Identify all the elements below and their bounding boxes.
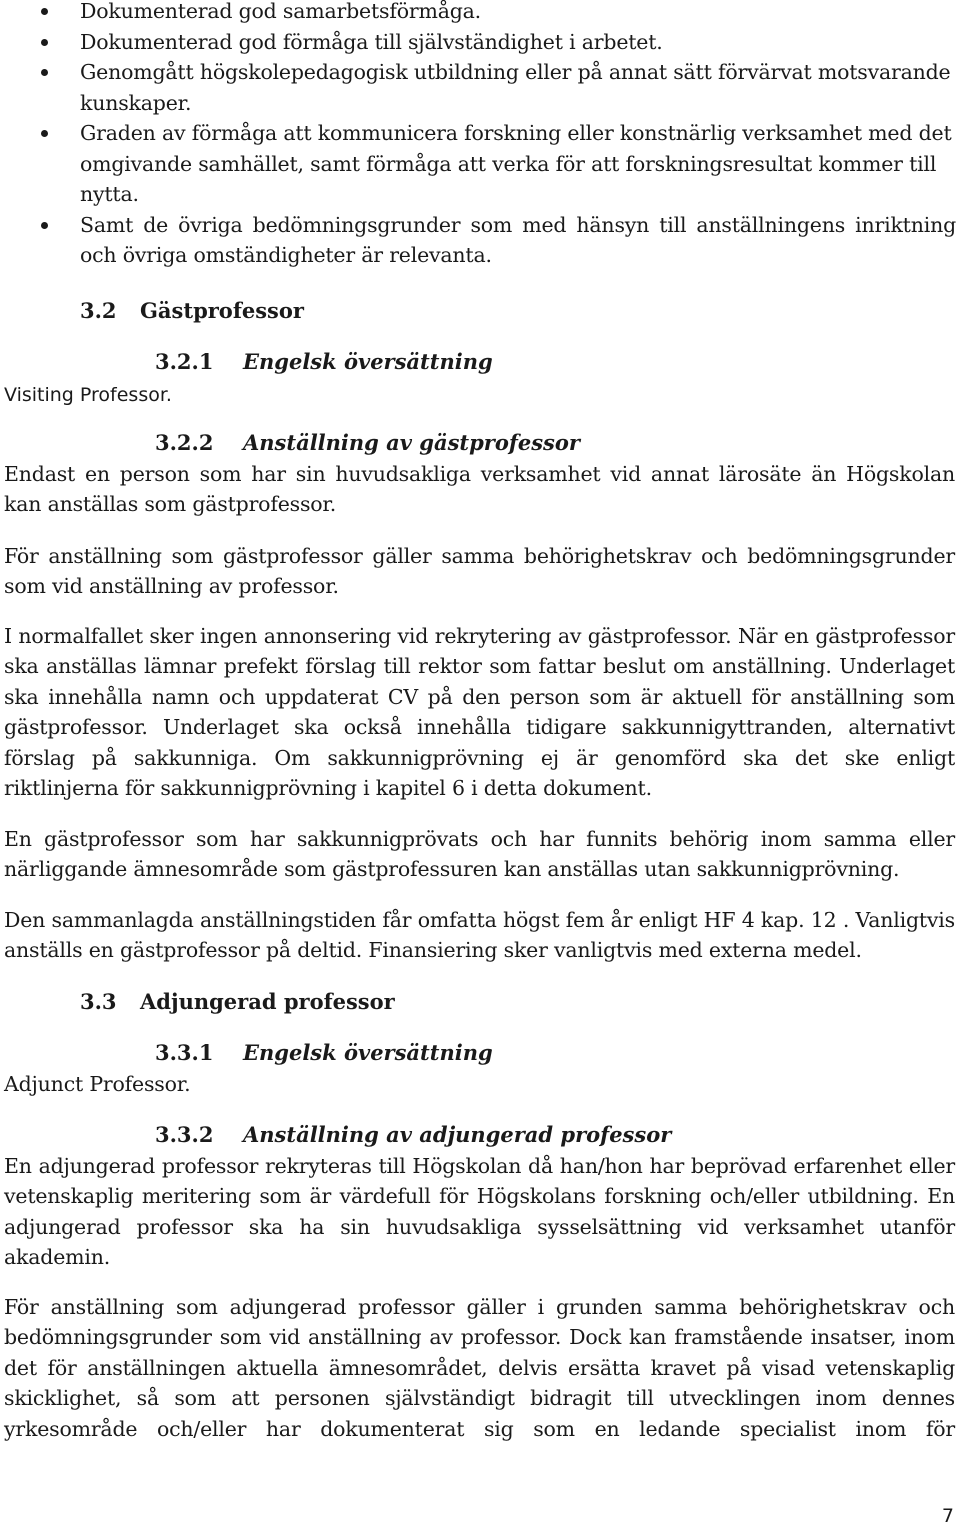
list-item: Samt de övriga bedömningsgrunder som med hänsyn till anställningens inriktning och övriga omständigheter är relevanta. — [0, 210, 960, 271]
english-translation-text: Visiting Professor. — [4, 384, 172, 406]
subsection-heading-3-2-2: 3.2.2 Anställning av gästprofessor — [155, 430, 580, 455]
paragraph: För anställning som adjungerad professor gäller i grunden samma behörighetskrav och bedömningsgrunder som vid anställning av professor. Dock kan framstående insatser, inom det för anställningen aktuella ämnesområdet, delvis ersätta kravet på visad vetenskaplig skicklighet, så som att personen självständigt bidragit till utvecklingen inom dennes yrkesområde och/eller har dokumenterat sig som en ledande specialist inom för — [4, 1295, 955, 1441]
criteria-list — [0, 0, 960, 271]
section-heading-3-3: 3.3 Adjungerad professor — [80, 989, 395, 1014]
bullet-icon — [41, 222, 48, 229]
list-item: Graden av förmåga att kommunicera forskning eller konstnärlig verksamhet med det omgivande samhället, samt förmåga att verka för att forskningsresultat kommer till nytta. — [0, 118, 960, 210]
bullet-icon — [41, 130, 48, 137]
subsection-heading-3-3-1: 3.3.1 Engelsk översättning — [155, 1040, 493, 1065]
list-item: Dokumenterad god samarbetsförmåga. — [0, 0, 960, 27]
paragraph: En adjungerad professor rekryteras till Högskolan då han/hon har beprövad erfarenhet eller vetenskaplig meritering som är värdefull för Högskolans forskning och/eller utbildning. En adjungerad professor ska ha sin huvudsakliga sysselsättning vid verksamhet utanför akademin. — [4, 1154, 955, 1270]
paragraph: Den sammanlagda anställningstiden får omfatta högst fem år enligt HF 4 kap. 12 . Vanligtvis anställs en gästprofessor på deltid. Finansiering sker vanligtvis med externa medel. — [4, 908, 955, 963]
paragraph: För anställning som gästprofessor gäller samma behörighetskrav och bedömningsgrunder som vid anställning av professor. — [4, 544, 955, 599]
page-number: 7 — [941, 1505, 954, 1527]
bullet-icon — [41, 39, 48, 46]
bullet-icon — [41, 8, 48, 15]
section-heading-3-2: 3.2 Gästprofessor — [80, 298, 304, 323]
subsection-heading-3-2-1: 3.2.1 Engelsk översättning — [155, 349, 493, 374]
paragraph: Endast en person som har sin huvudsakliga verksamhet vid annat lärosäte än Högskolan kan anställas som gästprofessor. — [4, 462, 955, 517]
list-item: Genomgått högskolepedagogisk utbildning eller på annat sätt förvärvat motsvarande kunskaper. — [0, 57, 960, 118]
bullet-icon — [41, 69, 48, 76]
english-translation-text: Adjunct Professor. — [4, 1072, 191, 1096]
subsection-heading-3-3-2: 3.3.2 Anställning av adjungerad professor — [155, 1122, 672, 1147]
paragraph: En gästprofessor som har sakkunnigprövats och har funnits behörig inom samma eller närliggande ämnesområde som gästprofessuren kan anställas utan sakkunnigprövning. — [4, 827, 955, 882]
paragraph: I normalfallet sker ingen annonsering vid rekrytering av gästprofessor. När en gästprofessor ska anställas lämnar prefekt förslag till rektor som fattar beslut om anställning. Underlaget ska innehålla namn och uppdaterat CV på den person som är aktuell för anställning som gästprofessor. Underlaget ska också innehålla tidigare sakkunnigyttranden, alternativt förslag på sakkunniga. Om sakkunnigprövning ej är genomförd ska det ske enligt riktlinjerna för sakkunnigprövning i kapitel 6 i detta dokument. — [4, 624, 955, 801]
list-item: Dokumenterad god förmåga till självständighet i arbetet. — [0, 27, 960, 58]
